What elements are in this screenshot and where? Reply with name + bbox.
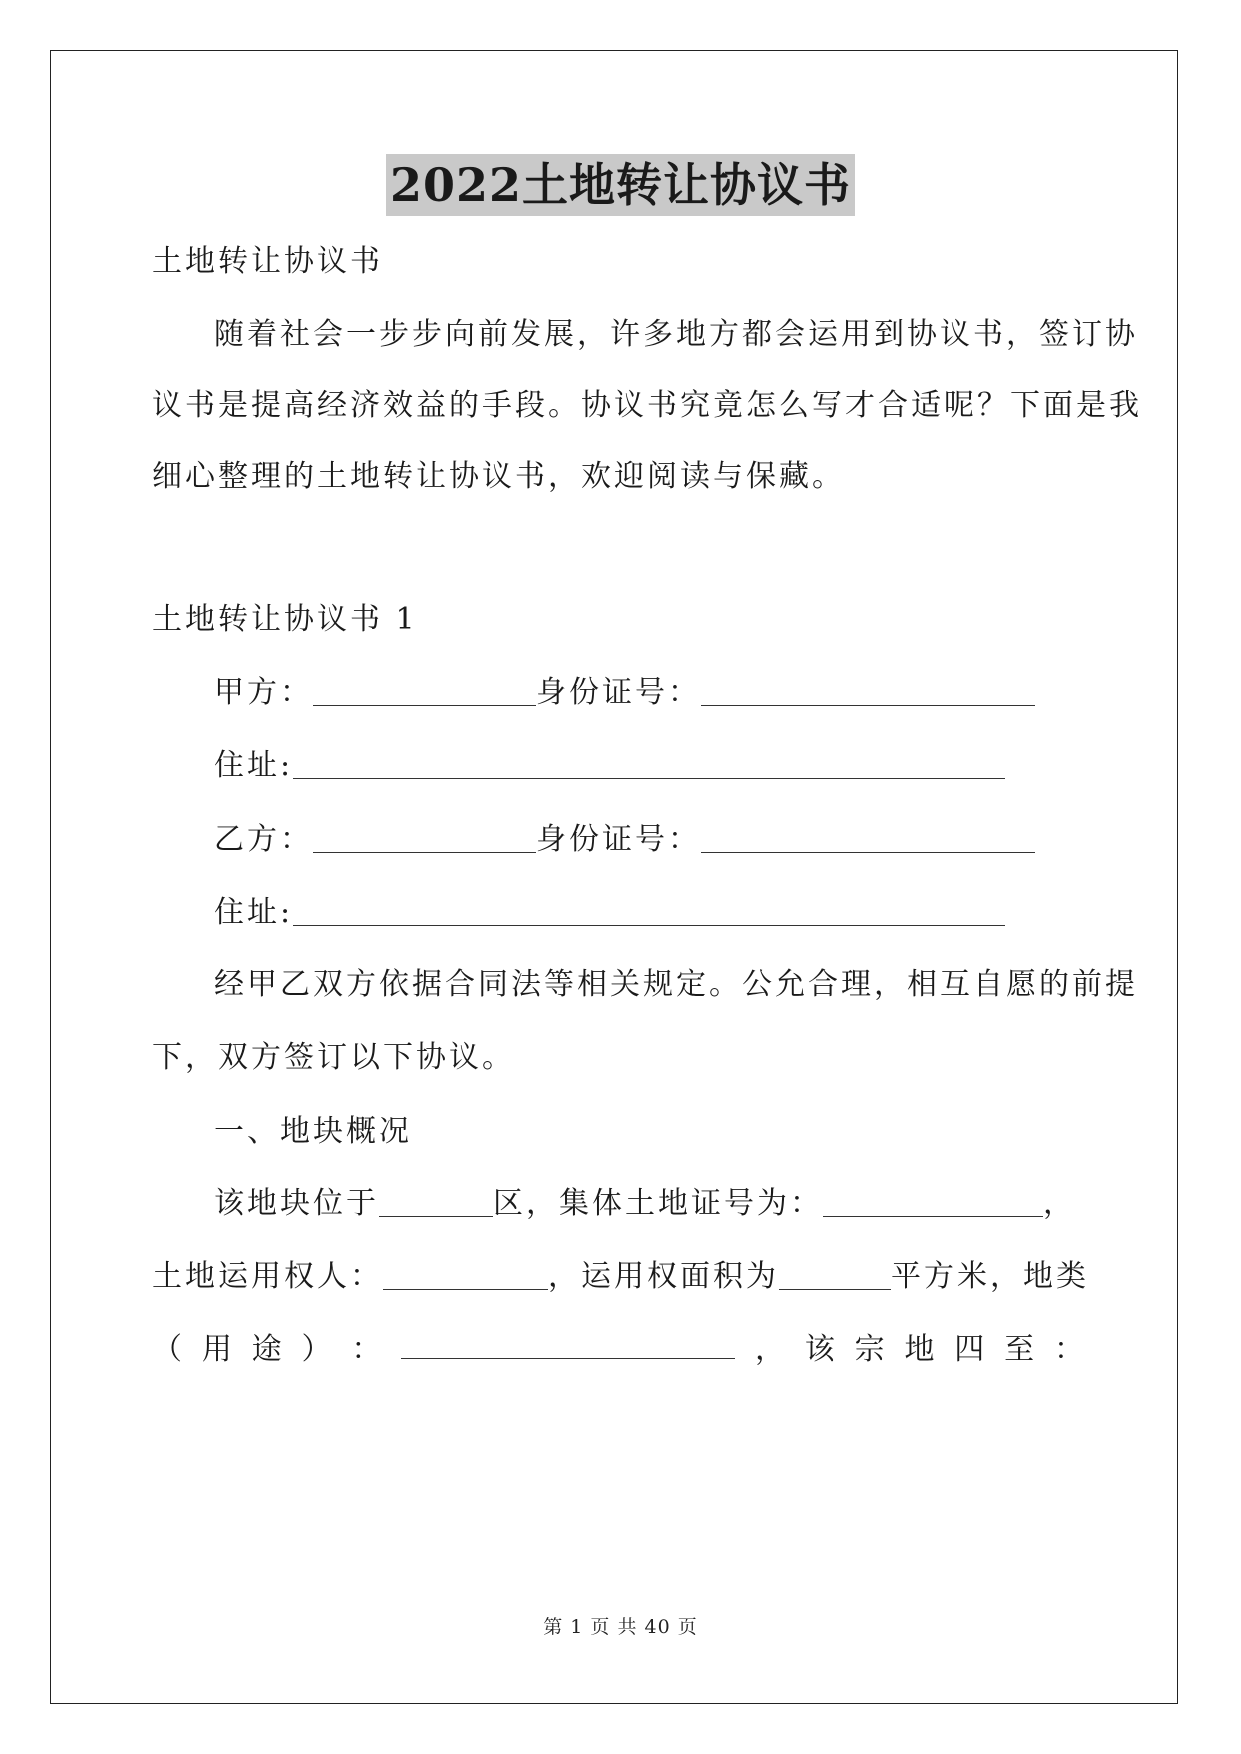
plot-row-3-char: 该 bbox=[804, 1332, 835, 1367]
party-b-address-label: 住址: bbox=[214, 895, 294, 930]
plot-row-3-char: （ bbox=[152, 1332, 182, 1367]
party-b-id-label: 身份证号： bbox=[536, 822, 701, 857]
page-border bbox=[50, 50, 1178, 1704]
plot-row-3 bbox=[152, 1330, 1084, 1370]
plot-row-1-end: ， bbox=[1043, 1186, 1076, 1221]
document-title: 2022土地转让协议书 bbox=[386, 154, 855, 216]
plot-row-3-char: 四 bbox=[954, 1332, 985, 1367]
plot-type-label: 平方米，地类 bbox=[891, 1259, 1089, 1294]
plot-cert-label: 区，集体土地证号为： bbox=[493, 1186, 823, 1221]
party-b-id-field bbox=[701, 824, 1035, 853]
party-a-row bbox=[214, 673, 1084, 713]
plot-owner-field bbox=[383, 1261, 548, 1290]
plot-row-3-char: 途 bbox=[251, 1332, 282, 1367]
party-a-id-field bbox=[701, 677, 1035, 706]
plot-row-1 bbox=[214, 1184, 1084, 1224]
party-b-label: 乙方： bbox=[214, 822, 313, 857]
party-a-name-field bbox=[313, 677, 536, 706]
agreement-line-1: 经甲乙双方依据合同法等相关规定。公允合理，相互自愿的前提 bbox=[214, 967, 1138, 1002]
party-a-address-label: 住址: bbox=[214, 748, 294, 783]
party-b-address-field bbox=[293, 897, 1005, 926]
agreement-line-2: 下，双方签订以下协议。 bbox=[152, 1040, 515, 1075]
plot-area-field bbox=[779, 1261, 891, 1290]
intro-paragraph-line-3: 细心整理的土地转让协议书，欢迎阅读与保藏。 bbox=[152, 459, 845, 494]
plot-row-3-char: ： bbox=[1053, 1332, 1084, 1367]
plot-location-label: 该地块位于 bbox=[214, 1186, 379, 1221]
plot-district-field bbox=[379, 1188, 493, 1217]
party-a-address-field bbox=[293, 750, 1005, 779]
plot-row-3-char: ） bbox=[301, 1332, 332, 1367]
party-b-name-field bbox=[313, 824, 536, 853]
plot-row-3-char: 至 bbox=[1004, 1332, 1035, 1367]
section-heading-plot: 一、地块概况 bbox=[214, 1114, 412, 1149]
plot-row-3-char: 用 bbox=[201, 1332, 232, 1367]
plot-row-3-char: 地 bbox=[904, 1332, 935, 1367]
heading-main: 土地转让协议书 bbox=[152, 244, 383, 279]
party-a-address-row bbox=[214, 746, 1084, 786]
plot-row-3-char: 宗 bbox=[854, 1332, 885, 1367]
heading-agreement-1: 土地转让协议书 1 bbox=[152, 602, 418, 637]
plot-usage-field bbox=[401, 1330, 735, 1359]
party-a-id-label: 身份证号： bbox=[536, 675, 701, 710]
plot-row-3-char: ， bbox=[754, 1332, 785, 1367]
party-b-address-row bbox=[214, 893, 1084, 933]
intro-paragraph-line-1: 随着社会一步步向前发展，许多地方都会运用到协议书，签订协 bbox=[214, 317, 1138, 352]
party-a-label: 甲方： bbox=[214, 675, 313, 710]
plot-area-label: ，运用权面积为 bbox=[548, 1259, 779, 1294]
plot-cert-field bbox=[823, 1188, 1043, 1217]
plot-row-3-char: ： bbox=[351, 1332, 382, 1367]
page-footer: 第 1 页 共 40 页 bbox=[543, 1616, 698, 1638]
plot-owner-label: 土地运用权人： bbox=[152, 1259, 383, 1294]
party-b-row bbox=[214, 820, 1084, 860]
plot-row-2 bbox=[152, 1257, 1089, 1297]
intro-paragraph-line-2: 议书是提高经济效益的手段。协议书究竟怎么写才合适呢？下面是我 bbox=[152, 388, 1142, 423]
